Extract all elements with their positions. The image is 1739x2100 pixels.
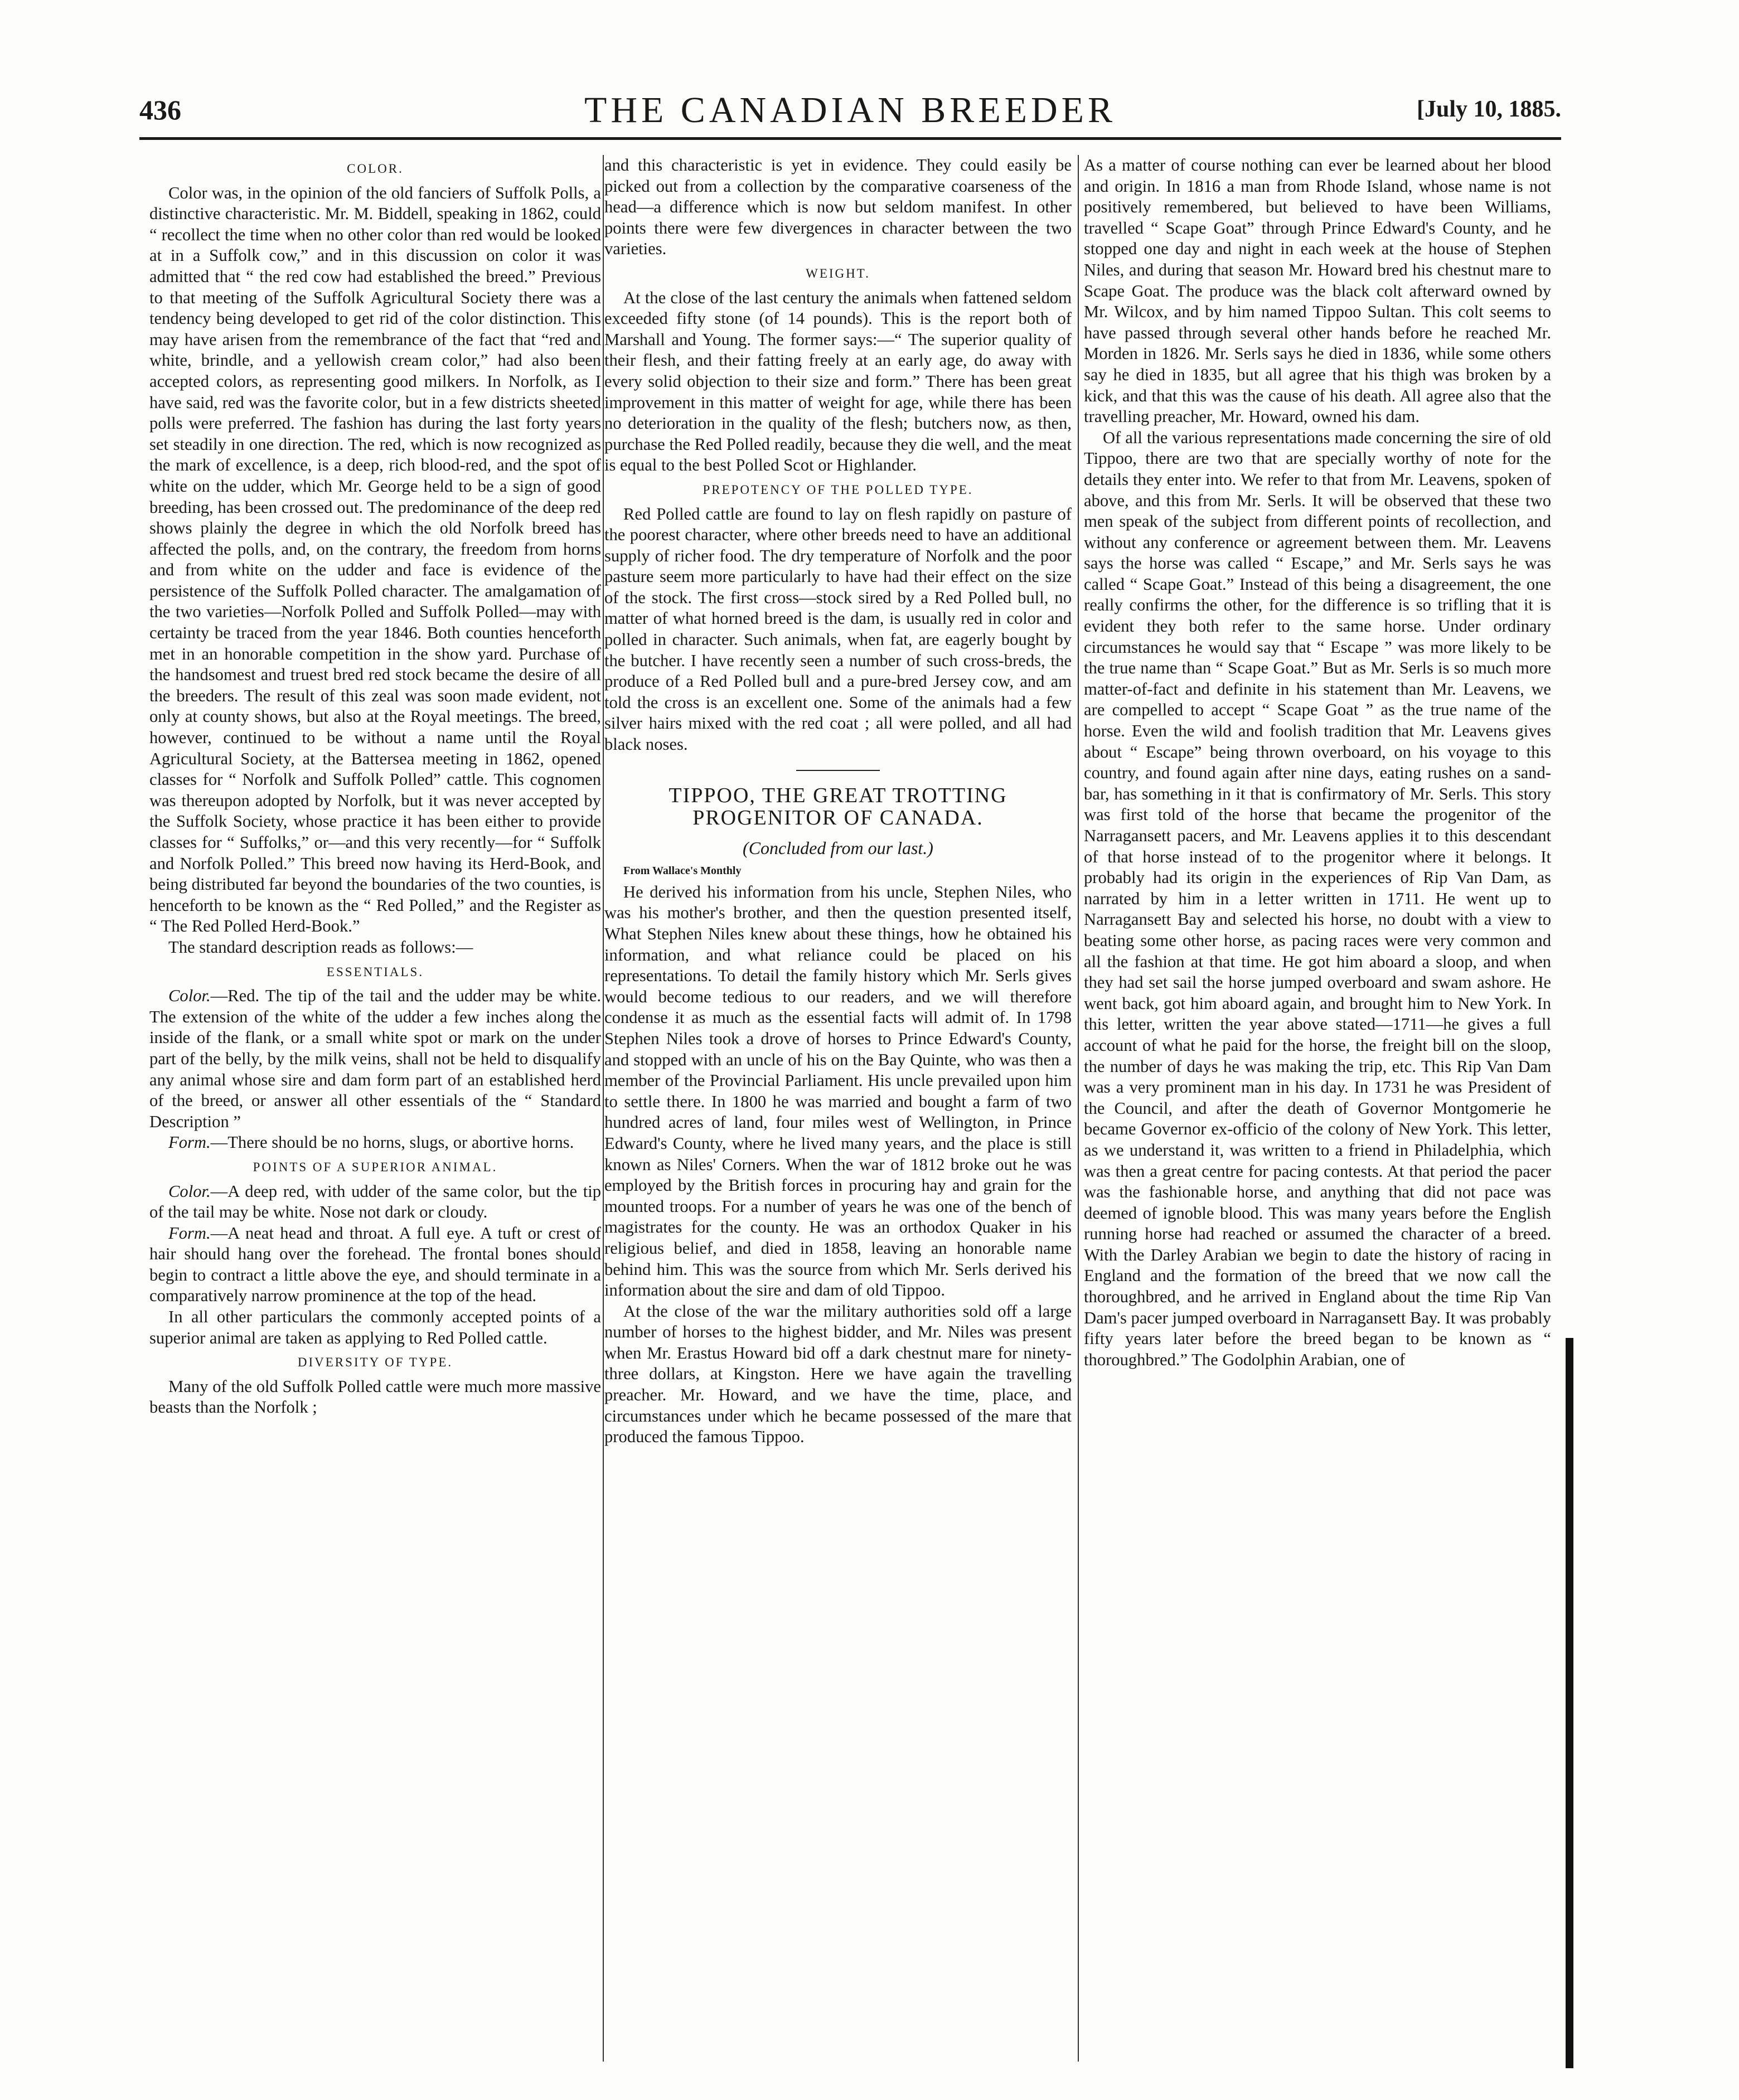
- paragraph-text: —Red. The tip of the tail and the udder may be white. The extension of the white of the udder a few inches along the inside of the flank, or a small white spot or mark on the under part of the belly, by the milk veins, shall not be held to disqualify any animal whose sire and dam form part of an established herd of the breed, or answer all other essentials of the “ Standard Description ”: [149, 986, 601, 1131]
- paragraph-lead-term: Form.: [168, 1223, 211, 1243]
- paragraph-lead-term: Color.: [168, 1181, 211, 1201]
- masthead-rule: [139, 137, 1561, 140]
- masthead: [139, 90, 1561, 133]
- body-paragraph: [149, 1132, 601, 1153]
- body-paragraph: As a matter of course nothing can ever be learned about her blood and origin. In 1816 a man from Rhode Island, whose name is not positively remembered, but believed to have been Williams, travelled “ Scape Goat” through Prince Edward's County, and he stopped one day and night in each week at the house of Stephen Niles, and during that season Mr. Howard bred his chestnut mare to Scape Goat. The produce was the black colt afterward owned by Mr. Wilcox, and by him named Tippoo Sultan. This colt seems to have passed through several other hands before he reached Mr. Morden in 1826. Mr. Serls says he died in 1836, while some others say he died in 1835, but all agree that his thigh was broken by a kick, and that this was the cause of his death. All agree also that the travelling preacher, Mr. Howard, owned his dam.: [1084, 156, 1551, 426]
- column-divider: [1078, 155, 1079, 2062]
- body-paragraph: At the close of the war the military authorities sold off a large number of horses to the highest bidder, and Mr. Niles was present when Mr. Erastus Howard bid off a dark chestnut mare for ninety-three dollars, at Kingston. Here we have again the travelling preacher. Mr. Howard, and we have the time, place, and circumstances under which he became possessed of the mare that produced the famous Tippoo.: [604, 1301, 1072, 1447]
- paragraph-lead-term: Color.: [168, 986, 211, 1006]
- section-subheading: PREPOTENCY OF THE POLLED TYPE.: [703, 482, 973, 497]
- section-subheading: DIVERSITY OF TYPE.: [297, 1355, 453, 1370]
- paragraph-text: —There should be no horns, slugs, or abortive horns.: [210, 1133, 574, 1152]
- column-3: [1084, 155, 1551, 2067]
- body-paragraph: Color was, in the opinion of the old fanciers of Suffolk Polls, a distinctive characteristic. Mr. M. Biddell, speaking in 1862, could “ recollect the time when no other color than red would be looked at in a Suffolk cow,” and in this discussion on color it was admitted that “ the red cow had established the breed.” Previous to that meeting of the Suffolk Agricultural Society there was a tendency being developed to get rid of the color distinction. This may have arisen from the remembrance of the fact that “red and white, brindle, and a yellowish cream color,” had also been accepted colors, as representing good milkers. In Norfolk, as I have said, red was the favorite color, but in a few districts sheeted polls were preferred. The fashion has during the last forty years set steadily in one direction. The red, which is now recognized as the mark of excellence, is a deep, rich blood-red, and the spot of white on the udder, which Mr. George held to be a sign of good breeding, has been crossed out. The predominance of the deep red shows plainly the degree in which the old Norfolk breed has affected the polls, and, on the contrary, the freedom from horns and from white on the udder and face is evidence of the persistence of the Suffolk Polled character. The amalgamation of the two varieties—Norfolk Polled and Suffolk Polled—may with certainty be traced from the year 1846. Both counties henceforth met in an honorable competition in the show yard. Purchase of the handsomest and truest bred red stock became the desire of all the breeders. The result of this zeal was soon made evident, not only at county shows, but also at the Royal meetings. The breed, however, continued to be without a name until the Royal Agricultural Society, at the Battersea meeting in 1862, opened classes for “ Norfolk and Suffolk Polled” cattle. This cognomen was thereupon adopted by Norfolk, but it was never accepted by the Suffolk Society, whose practice it has been either to provide classes for “ Suffolks,” or—and this very recently—for “ Suffolk and Norfolk Polled.” This breed now having its Herd-Book, and being distributed far beyond the boundaries of the two counties, is henceforth to be known as the “ Red Polled,” and the Register as “ The Red Polled Herd-Book.”: [149, 183, 601, 936]
- body-paragraph: Of all the various representations made concerning the sire of old Tippoo, there are two that are specially worthy of note for the details they enter into. We refer to that from Mr. Leavens, spoken of above, and this from Mr. Serls. It will be observed that these two men speak of the subject from different points of recollection, and without any conference or agreement between them. Mr. Leavens says the horse was called “ Escape,” and Mr. Serls says he was called “ Scape Goat.” Instead of this being a disagreement, the one really confirms the other, for the difference is so trifling that it is evident they both refer to the same horse. Under ordinary circumstances he would say that “ Escape ” was more likely to be the true name than “ Scape Goat.” But as Mr. Serls is so much more matter-of-fact and definite in his statement than Mr. Leavens, we are compelled to accept “ Scape Goat ” as the true name of the horse. Even the wild and foolish tradition that Mr. Leavens gives about “ Escape” being thrown overboard, on his voyage to this country, and found again after nine days, eating rushes on a sand-bar, has something in it that is confirmatory of Mr. Serls. This story was first told of the horse that became the progenitor of the Narragansett pacers, and Mr. Leavens applies it to this descendant of that horse instead of to the progenitor where it belongs. It probably had its origin in the experiences of Rip Van Dam, as narrated by him in a letter written in 1711. He went up to Narragansett Bay and selected his horse, no doubt with a view to beating some other horse, as pacing races were very common and all the fashion at that time. He got him aboard a sloop, and when they had set sail the horse jumped overboard and swam ashore. He went back, got him aboard again, and brought him to New York. In this letter, written the year above stated—1711—he gives a full account of what he paid for the horse, the freight bill on the sloop, the number of days he was making the trip, etc. This Rip Van Dam was a very prominent man in his day. In 1731 he was President of the Council, and after the death of Governor Montgomerie he became Governor ex-officio of the colony of New York. This letter, as we understand it, was written to a friend in Philadelphia, which was then a great centre for pacing contests. At that period the pacer was the fashionable horse, and anything that did not pace was deemed of ignoble blood. This was many years before the English running horse had reached or assumed the character of a breed. With the Darley Arabian we begin to date the history of racing in England and the formation of the breed that we now call the thoroughbred, and he arrived in England about the time Rip Van Dam's pacer jumped overboard in Narragansett Bay. It was probably fifty years later before the breed began to be known as “ thoroughbred.” The Godolphin Arabian, one of: [1084, 428, 1551, 1369]
- section-subheading: WEIGHT.: [806, 266, 870, 280]
- issue-date: [July 10, 1885.: [1416, 96, 1561, 122]
- body-paragraph: He derived his information from his uncle, Stephen Niles, who was his mother's brother, and then the question presented itself, What Stephen Niles knew about these things, how he obtained his information, and what reliance could be placed on his representations. To detail the family history which Mr. Serls gives would become tedious to our readers, and we will therefore condense it as much as the essential facts will admit of. In 1798 Stephen Niles took a drove of horses to Prince Edward's County, and stopped with an uncle of his on the Bay Quinte, who was then a member of the Provincial Parliament. His uncle prevailed upon him to settle there. In 1800 he was married and bought a farm of two hundred acres of land, four miles west of Wellington, in Prince Edward's County, where he lived many years, and the place is still known as Niles' Corners. When the war of 1812 broke out he was employed by the British forces in procuring hay and grain for the mounted troops. For a number of years he was one of the bench of magistrates for the county. He was an orthodox Quaker in his religious belief, and died in 1858, leaving an honorable name behind him. This was the source from which Mr. Serls derived his information about the sire and dam of old Tippoo.: [604, 882, 1072, 1300]
- article-source-credit: From Wallace's Monthly: [623, 865, 742, 877]
- paragraph-text: —A deep red, with udder of the same color, but the tip of the tail may be white. Nose not dark or cloudy.: [149, 1181, 601, 1222]
- body-paragraph: [149, 1181, 601, 1223]
- journal-title: THE CANADIAN BREEDER: [584, 90, 1116, 130]
- body-paragraph: Many of the old Suffolk Polled cattle were much more massive beasts than the Norfolk ;: [149, 1376, 601, 1417]
- body-paragraph: Red Polled cattle are found to lay on flesh rapidly on pasture of the poorest character, where other breeds need to have an additional supply of richer food. The dry temperature of Norfolk and the poor pasture seem more particularly to have had their effect on the size of the stock. The first cross—stock sired by a Red Polled bull, no matter of what horned breed is the dam, is usually red in color and polled in character. Such animals, when fat, are eagerly bought by the butcher. I have recently seen a number of such cross-breds, the produce of a Red Polled bull and a pure-bred Jersey cow, and am told the cross is an excellent one. Some of the animals had a few silver hairs mixed with the red coat ; all were polled, and all had black noses.: [604, 504, 1072, 754]
- article-continuation-note: (Concluded from our last.): [743, 837, 933, 858]
- section-subheading: COLOR.: [347, 162, 404, 176]
- paragraph-text: —A neat head and throat. A full eye. A tuft or crest of hair should hang over the forehead. The frontal bones should begin to contract a little above the eye, and should terminate in a comparatively narrow prominence at the top of the head.: [149, 1223, 601, 1306]
- column-divider: [603, 155, 604, 2062]
- page-number: 436: [139, 94, 181, 125]
- body-paragraph: The standard description reads as follows:—: [168, 937, 473, 957]
- section-subheading: POINTS OF A SUPERIOR ANIMAL.: [253, 1160, 498, 1174]
- body-paragraph: In all other particulars the commonly accepted points of a superior animal are taken as applying to Red Polled cattle.: [149, 1307, 601, 1347]
- body-paragraph: [149, 986, 601, 1132]
- paragraph-lead-term: Form.: [168, 1133, 211, 1152]
- column-1: [149, 155, 601, 2067]
- body-paragraph: and this characteristic is yet in evidence. They could easily be picked out from a collection by the comparative coarseness of the head—a difference which is now but seldom manifest. In other points there were few divergences in character between the two varieties.: [604, 156, 1072, 259]
- article-separator-rule: [796, 770, 880, 771]
- body-paragraph: At the close of the last century the animals when fattened seldom exceeded fifty stone (of 14 pounds). This is the report both of Marshall and Young. The former says:—“ The superior quality of their flesh, and their fatting freely at an early age, do away with every solid objection to their size and form.” There has been great improvement in this matter of weight for age, while there has been no deterioration in the quality of the flesh; butchers now, as then, purchase the Red Polled readily, because they die well, and the meat is equal to the best Polled Scot or Highlander.: [604, 288, 1072, 475]
- page-edge-shadow: [1566, 1338, 1573, 2068]
- body-paragraph: [149, 1223, 601, 1307]
- article-title: TIPPOO, THE GREAT TROTTING PROGENITOR OF CANADA.: [669, 783, 1007, 830]
- column-2: [604, 155, 1072, 2067]
- section-subheading: ESSENTIALS.: [326, 964, 424, 979]
